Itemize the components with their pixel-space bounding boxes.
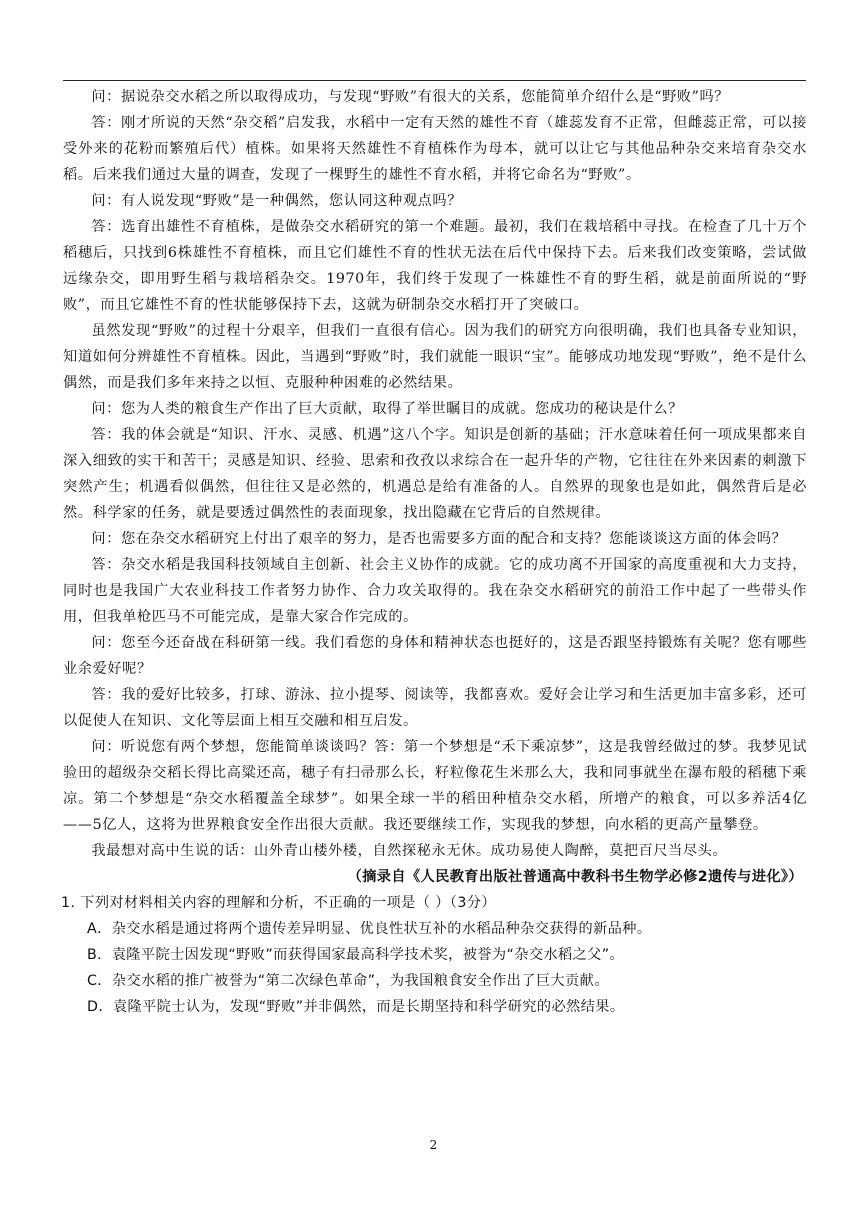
option-b: B．袁隆平院士因发现“野败”而获得国家最高科学技术奖，被誉为“杂交水稻之父”。	[87, 947, 625, 963]
paragraph: 答：杂交水稻是我国科技领域自主创新、社会主义协作的成就。它的成功离不开国家的高度重视和大力支持，同时也是我国广大农业科技工作者努力协作、合力攻关取得的。我在杂交水稻研究的前沿工作中起了一些带头作用，但我单枪匹马不可能完成，是靠大家合作完成的。	[63, 557, 807, 625]
passage	[63, 84, 807, 1020]
option-d: D．袁隆平院士认为，发现“野败”并非偶然，而是长期坚持和科学研究的必然结果。	[87, 999, 625, 1015]
paragraph: 问：听说您有两个梦想，您能简单谈谈吗？答：第一个梦想是“禾下乘凉梦”，这是我曾经做过的梦。我梦见试验田的超级杂交稻长得比高粱还高，穗子有扫帚那么长，籽粒像花生米那么大，我和同事就坐在瀑布般的稻穗下乘凉。第二个梦想是“杂交水稻覆盖全球梦”。如果全球一半的稻田种植杂交水稻，所增产的粮食，可以多养活4亿——5亿人，这将为世界粮食安全作出很大贡献。我还要继续工作，实现我的梦想，向水稻的更高产量攀登。	[63, 739, 807, 833]
paragraph: 答：选育出雄性不育植株，是做杂交水稻研究的第一个难题。最初，我们在栽培稻中寻找。在检查了几十万个稻穗后，只找到6株雄性不育植株，而且它们雄性不育的性状无法在后代中保持下去。后来我们改变策略，尝试做远缘杂交，即用野生稻与栽培稻杂交。1970年，我们终于发现了一株雄性不育的野生稻，就是前面所说的“野败”，而且它雄性不育的性状能够保持下去，这就为研制杂交水稻打开了突破口。	[63, 219, 807, 313]
option-c: C．杂交水稻的推广被誉为“第二次绿色革命”，为我国粮食安全作出了巨大贡献。	[87, 973, 609, 989]
paragraph: 问：您为人类的粮食生产作出了巨大贡献，取得了举世瞩目的成就。您成功的秘诀是什么？	[91, 401, 683, 417]
paragraph: 答：刚才所说的天然“杂交稻”启发我，水稻中一定有天然的雄性不育（雄蕊发育不正常，但雌蕊正常，可以接受外来的花粉而繁殖后代）植株。如果将天然雄性不育植株作为母本，就可以让它与其他品种杂交来培育杂交水稻。后来我们通过大量的调查，发现了一棵野生的雄性不育水稻，并将它命名为“野败”。	[63, 115, 807, 183]
option-a: A．杂交水稻是通过将两个遗传差异明显、优良性状互补的水稻品种杂交获得的新品种。	[87, 921, 652, 937]
paragraph: 问：据说杂交水稻之所以取得成功，与发现“野败”有很大的关系，您能简单介绍什么是“野败”吗？	[91, 89, 730, 105]
paragraph: 我最想对高中生说的话：山外青山楼外楼，自然探秘永无休。成功易使人陶醉，莫把百尺当尽头。	[91, 843, 728, 859]
question-stem: 1. 下列对材料相关内容的理解和分析，不正确的一项是（ ）（3分）	[61, 895, 496, 911]
header-rule	[63, 80, 806, 81]
paragraph: 问：您在杂交水稻研究上付出了艰辛的努力，是否也需要多方面的配合和支持？您能谈谈这方面的体会吗？	[91, 531, 787, 547]
paragraph: 问：有人说发现“野败”是一种偶然，您认同这种观点吗？	[91, 193, 462, 209]
paragraph: 答：我的体会就是“知识、汗水、灵感、机遇”这八个字。知识是创新的基础；汗水意味着任何一项成果都来自深入细致的实干和苦干；灵感是知识、经验、思索和孜孜以求综合在一起升华的产物，它往往在外来因素的刺激下突然产生；机遇看似偶然，但往往又是必然的，机遇总是给有准备的人。自然界的现象也是如此，偶然背后是必然。科学家的任务，就是要透过偶然性的表面现象，找出隐藏在它背后的自然规律。	[63, 427, 807, 521]
page-number: 2	[429, 1138, 438, 1152]
paragraph: 答：我的爱好比较多，打球、游泳、拉小提琴、阅读等，我都喜欢。爱好会让学习和生活更加丰富多彩，还可以促使人在知识、文化等层面上相互交融和相互启发。	[63, 687, 807, 729]
source-citation: （摘录自《人民教育出版社普通高中教科书生物学必修2遗传与进化》）	[347, 869, 803, 885]
paragraph: 问：您至今还奋战在科研第一线。我们看您的身体和精神状态也挺好的，这是否跟坚持锻炼有关呢？您有哪些业余爱好呢？	[63, 635, 807, 677]
paragraph: 虽然发现“野败”的过程十分艰辛，但我们一直很有信心。因为我们的研究方向很明确，我们也具备专业知识，知道如何分辨雄性不育植株。因此，当遇到“野败”时，我们就能一眼识“宝”。能够成功地发现“野败”，绝不是什么偶然，而是我们多年来持之以恒、克服种种困难的必然结果。	[63, 323, 807, 391]
